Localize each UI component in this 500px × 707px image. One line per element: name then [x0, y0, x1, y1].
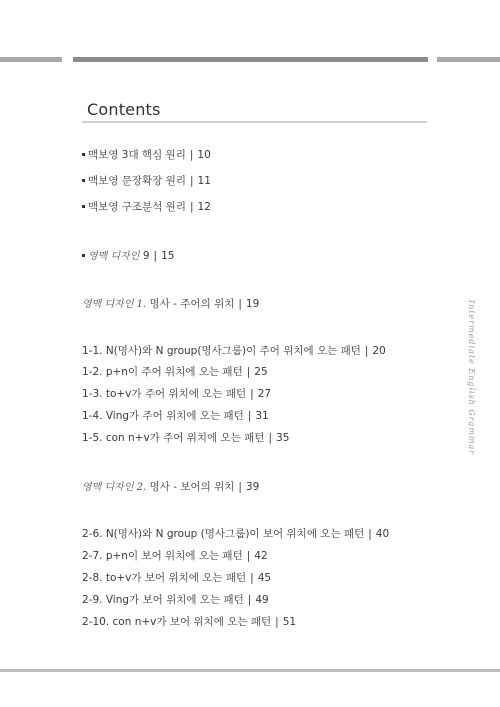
entry-label: 1-3. to+v가 주어 위치에 오는 패턴	[82, 388, 247, 400]
entry-label: 1-5. con n+v가 주어 위치에 오는 패턴	[82, 432, 265, 444]
top-bar-right	[437, 57, 500, 62]
entry-label: 맥보영 문장확장 원리	[88, 175, 186, 187]
entry-label: 2-8. to+v가 보어 위치에 오는 패턴	[82, 572, 247, 584]
toc-entry[interactable]: 맥보영 구조분석 원리 | 12	[82, 199, 211, 214]
toc-entry[interactable]: 2-10. con n+v가 보어 위치에 오는 패턴 | 51	[82, 616, 297, 628]
entry-script-prefix: 영맥 디자인	[88, 251, 140, 262]
toc-entry[interactable]: 영맥 디자인 9 | 15	[82, 247, 174, 262]
entry-page: 10	[197, 149, 211, 161]
entry-page: 45	[257, 572, 272, 584]
entry-page: 49	[255, 594, 269, 606]
toc-entry[interactable]: 2-6. N(명사)와 N group (명사그룹)이 보어 위치에 오는 패턴 | 40	[82, 528, 390, 540]
page-title: Contents	[87, 100, 161, 119]
section-label: 명사 - 주어의 위치	[149, 298, 235, 310]
bottom-rule	[0, 669, 500, 672]
entry-label: 9	[142, 250, 150, 262]
section-script-prefix: 영맥 디자인 2.	[82, 482, 147, 493]
toc-entry[interactable]: 1-5. con n+v가 주어 위치에 오는 패턴 | 35	[82, 432, 290, 444]
entry-page: 40	[375, 528, 390, 540]
toc-section-heading[interactable]: 영맥 디자인 2. 명사 - 보어의 위치 | 39	[82, 481, 260, 493]
entry-label: 2-10. con n+v가 보어 위치에 오는 패턴	[82, 616, 272, 628]
section-page: 19	[245, 298, 260, 310]
entry-label: 1-2. p+n이 주어 위치에 오는 패턴	[82, 366, 243, 378]
section-label: 명사 - 보어의 위치	[149, 481, 235, 493]
entry-page: 15	[161, 250, 175, 262]
entry-label: 2-6. N(명사)와 N group (명사그룹)이 보어 위치에 오는 패턴	[82, 528, 365, 540]
section-page: 39	[245, 481, 260, 493]
entry-page: 27	[257, 388, 272, 400]
entry-page: 12	[197, 201, 211, 213]
toc-entry[interactable]: 맥보영 문장확장 원리 | 11	[82, 173, 211, 188]
entry-label: 맥보영 3대 핵심 원리	[88, 149, 186, 161]
entry-page: 35	[276, 432, 290, 444]
entry-page: 11	[197, 175, 211, 187]
vertical-side-caption: Intermediate English Grammar	[467, 300, 476, 456]
toc-entry[interactable]: 2-7. p+n이 보어 위치에 오는 패턴 | 42	[82, 550, 268, 562]
bullet-icon	[82, 205, 85, 208]
toc-section-heading[interactable]: 영맥 디자인 1. 명사 - 주어의 위치 | 19	[82, 298, 260, 310]
entry-page: 20	[372, 345, 386, 357]
entry-label: 맥보영 구조분석 원리	[88, 201, 186, 213]
toc-entry[interactable]: 맥보영 3대 핵심 원리 | 10	[82, 147, 211, 162]
toc-entry[interactable]: 1-1. N(명사)와 N group(명사그룹)이 주어 위치에 오는 패턴 | 20	[82, 345, 386, 357]
toc-entry[interactable]: 2-8. to+v가 보어 위치에 오는 패턴 | 45	[82, 572, 272, 584]
bullet-icon	[82, 254, 85, 257]
top-bar-center	[73, 57, 428, 62]
toc-entry[interactable]: 1-2. p+n이 주어 위치에 오는 패턴 | 25	[82, 366, 268, 378]
entry-page: 42	[254, 550, 268, 562]
bullet-icon	[82, 153, 85, 156]
top-bar-left	[0, 57, 62, 62]
entry-label: 2-9. Ving가 보어 위치에 오는 패턴	[82, 594, 244, 606]
entry-page: 31	[255, 410, 269, 422]
section-script-prefix: 영맥 디자인 1.	[82, 299, 147, 310]
bullet-icon	[82, 179, 85, 182]
toc-entry[interactable]: 1-3. to+v가 주어 위치에 오는 패턴 | 27	[82, 388, 272, 400]
entry-label: 1-1. N(명사)와 N group(명사그룹)이 주어 위치에 오는 패턴	[82, 345, 361, 357]
entry-label: 2-7. p+n이 보어 위치에 오는 패턴	[82, 550, 243, 562]
toc-entry[interactable]: 1-4. Ving가 주어 위치에 오는 패턴 | 31	[82, 410, 269, 422]
title-underline	[82, 121, 427, 123]
entry-page: 25	[254, 366, 268, 378]
toc-entry[interactable]: 2-9. Ving가 보어 위치에 오는 패턴 | 49	[82, 594, 269, 606]
entry-page: 51	[282, 616, 297, 628]
entry-label: 1-4. Ving가 주어 위치에 오는 패턴	[82, 410, 244, 422]
